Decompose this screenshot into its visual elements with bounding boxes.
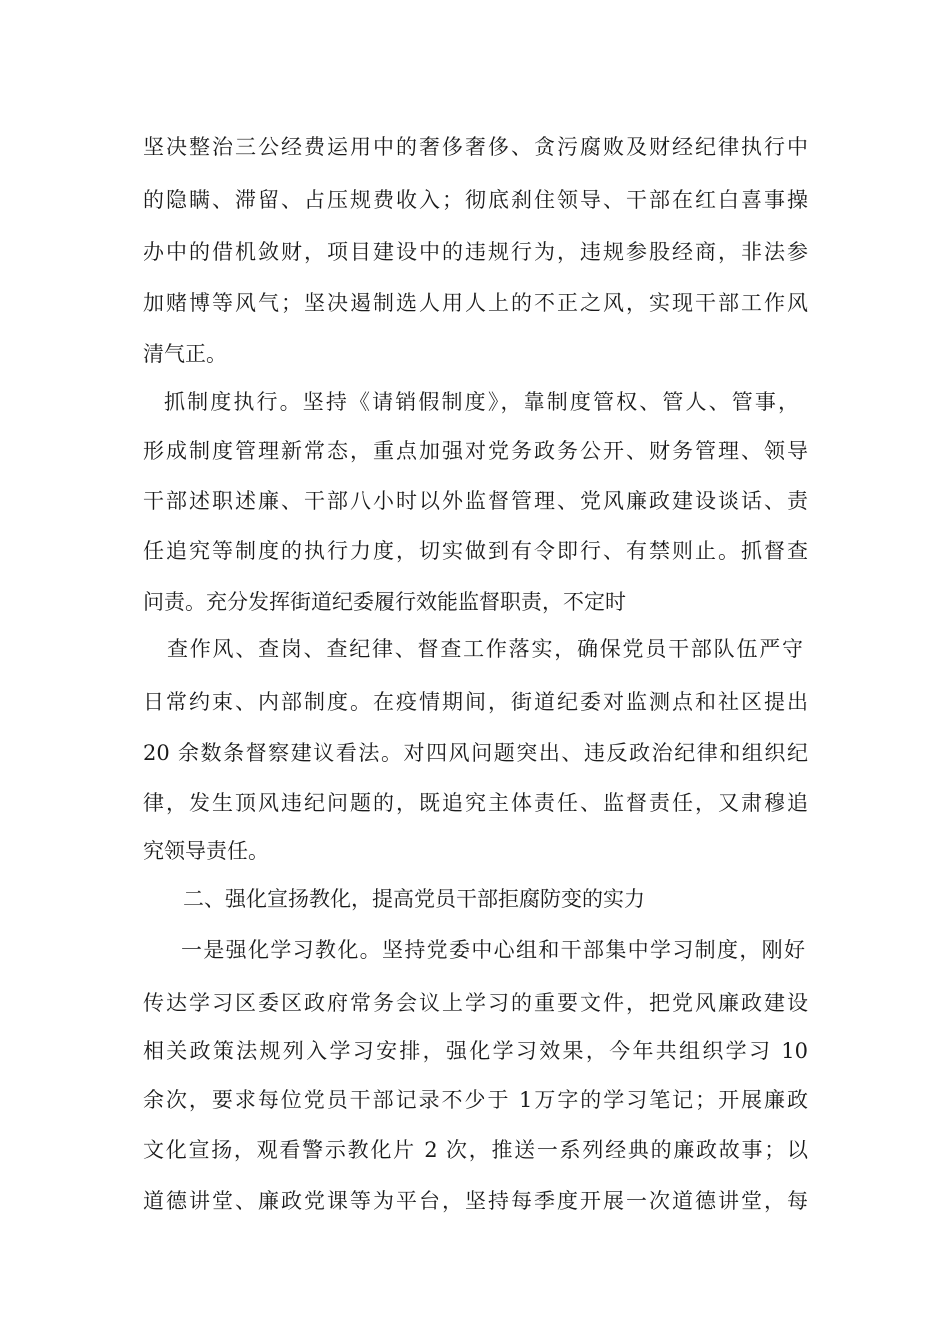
text-line: 查作风、查岗、查纪律、督查工作落实，确保党员干部队伍严守 <box>167 637 803 661</box>
text-line: 传达学习区委区政府常务会议上学习的重要文件，把党风廉政建设 <box>143 991 808 1015</box>
text-line: 的隐瞒、滞留、占压规费收入；彻底刹住领导、干部在红白喜事操 <box>143 188 808 212</box>
text-line: 律，发生顶风违纪问题的，既追究主体责任、监督责任，又肃穆追 <box>143 791 808 815</box>
section-heading: 二、强化宣扬教化，提高党员干部拒腐防变的实力 <box>183 887 645 911</box>
text-line: 任追究等制度的执行力度，切实做到有令即行、有禁则止。抓督查 <box>143 539 808 563</box>
text-line: 干部述职述廉、干部八小时以外监督管理、党风廉政建设谈话、责 <box>143 489 808 513</box>
text-line: 日常约束、内部制度。在疫情期间，街道纪委对监测点和社区提出 <box>143 690 808 714</box>
text-line: 形成制度管理新常态，重点加强对党务政务公开、财务管理、领导 <box>143 439 808 463</box>
text-line: 20 余数条督察建议看法。对四风问题突出、违反政治纪律和组织纪 <box>143 741 808 765</box>
text-line: 相关政策法规列入学习安排，强化学习效果，今年共组织学习 10 <box>143 1039 808 1063</box>
text-line: 办中的借机敛财，项目建设中的违规行为，违规参股经商，非法参 <box>143 240 808 264</box>
text-line: 余次，要求每位党员干部记录不少于 1万字的学习笔记；开展廉政 <box>143 1088 808 1112</box>
text-line: 抓制度执行。坚持《请销假制度》，靠制度管权、管人、管事， <box>164 390 799 414</box>
text-line: 道德讲堂、廉政党课等为平台，坚持每季度开展一次道德讲堂，每 <box>143 1189 808 1213</box>
text-line: 加赌博等风气；坚决遏制选人用人上的不正之风，实现干部工作风 <box>143 291 808 315</box>
text-line: 坚决整治三公经费运用中的奢侈奢侈、贪污腐败及财经纪律执行中 <box>143 135 808 159</box>
text-line: 一是强化学习教化。坚持党委中心组和干部集中学习制度，刚好 <box>181 938 805 962</box>
text-line: 究领导责任。 <box>143 839 269 863</box>
text-line: 问责。充分发挥街道纪委履行效能监督职责，不定时 <box>143 590 626 614</box>
text-line: 清气正。 <box>143 342 227 366</box>
text-line: 文化宣扬，观看警示教化片 2 次，推送一系列经典的廉政故事；以 <box>143 1138 808 1162</box>
